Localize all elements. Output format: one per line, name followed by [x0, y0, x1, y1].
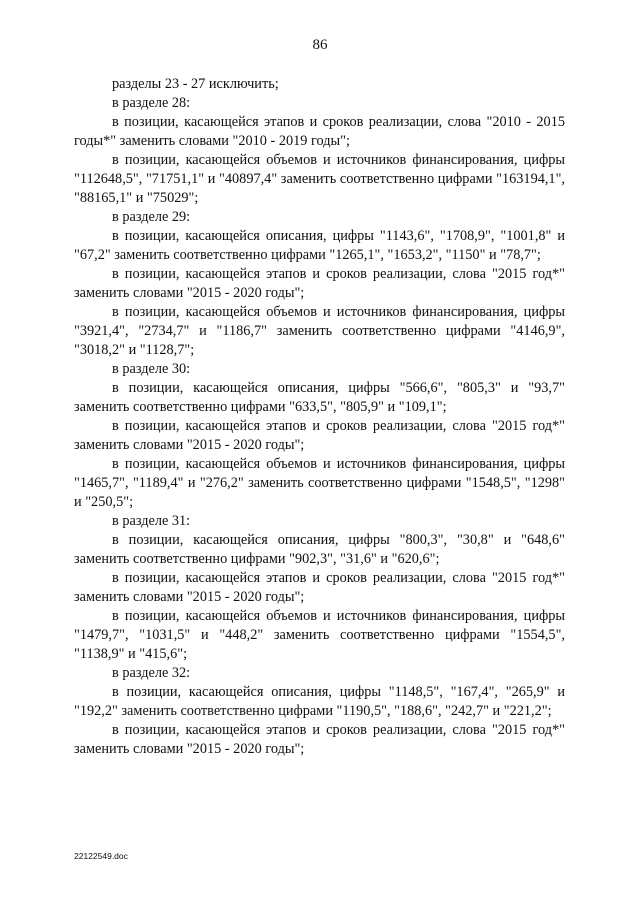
paragraph: в позиции, касающейся этапов и сроков реализации, слова "2010 - 2015 годы*" заменить словами "2010 - 2019 годы";	[74, 114, 565, 149]
paragraph: в позиции, касающейся объемов и источников финансирования, цифры "1465,7", "1189,4" и "276,2" заменить соответственно цифрами "1548,5", "1298" и "250,5";	[74, 456, 565, 510]
section-heading: в разделе 31:	[112, 513, 191, 529]
section-heading: в разделе 30:	[112, 361, 191, 377]
paragraph: в позиции, касающейся этапов и сроков реализации, слова "2015 год*" заменить словами "2015 - 2020 годы";	[74, 570, 565, 605]
paragraph: в позиции, касающейся этапов и сроков реализации, слова "2015 год*" заменить словами "2015 - 2020 годы";	[74, 418, 565, 453]
paragraph: в позиции, касающейся описания, цифры "1148,5", "167,4", "265,9" и "192,2" заменить соответственно цифрами "1190,5", "188,6", "242,7" и "221,2";	[74, 684, 565, 719]
paragraph: в позиции, касающейся объемов и источников финансирования, цифры "3921,4", "2734,7" и "1186,7" заменить соответственно цифрами "4146,9", "3018,2" и "1128,7";	[74, 304, 565, 358]
paragraph: в позиции, касающейся описания, цифры "566,6", "805,3" и "93,7" заменить соответственно цифрами "633,5", "805,9" и "109,1";	[74, 380, 565, 415]
section-heading: в разделе 29:	[112, 209, 191, 225]
page-number: 86	[312, 37, 328, 53]
paragraph: разделы 23 - 27 исключить;	[112, 76, 279, 92]
paragraph: в позиции, касающейся этапов и сроков реализации, слова "2015 год*" заменить словами "2015 - 2020 годы";	[74, 722, 565, 757]
document-body	[74, 75, 565, 759]
paragraph: в позиции, касающейся описания, цифры "800,3", "30,8" и "648,6" заменить соответственно цифрами "902,3", "31,6" и "620,6";	[74, 532, 565, 567]
paragraph: в позиции, касающейся этапов и сроков реализации, слова "2015 год*" заменить словами "2015 - 2020 годы";	[74, 266, 565, 301]
file-name-footer: 22122549.doc	[74, 851, 128, 861]
paragraph: в позиции, касающейся описания, цифры "1143,6", "1708,9", "1001,8" и "67,2" заменить соответственно цифрами "1265,1", "1653,2", "1150" и "78,7";	[74, 228, 565, 263]
section-heading: в разделе 28:	[112, 95, 191, 111]
paragraph: в позиции, касающейся объемов и источников финансирования, цифры "112648,5", "71751,1" и "40897,4" заменить соответственно цифрами "163194,1", "88165,1" и "75029";	[74, 152, 565, 206]
section-heading: в разделе 32:	[112, 665, 191, 681]
paragraph: в позиции, касающейся объемов и источников финансирования, цифры "1479,7", "1031,5" и "448,2" заменить соответственно цифрами "1554,5", "1138,9" и "415,6";	[74, 608, 565, 662]
